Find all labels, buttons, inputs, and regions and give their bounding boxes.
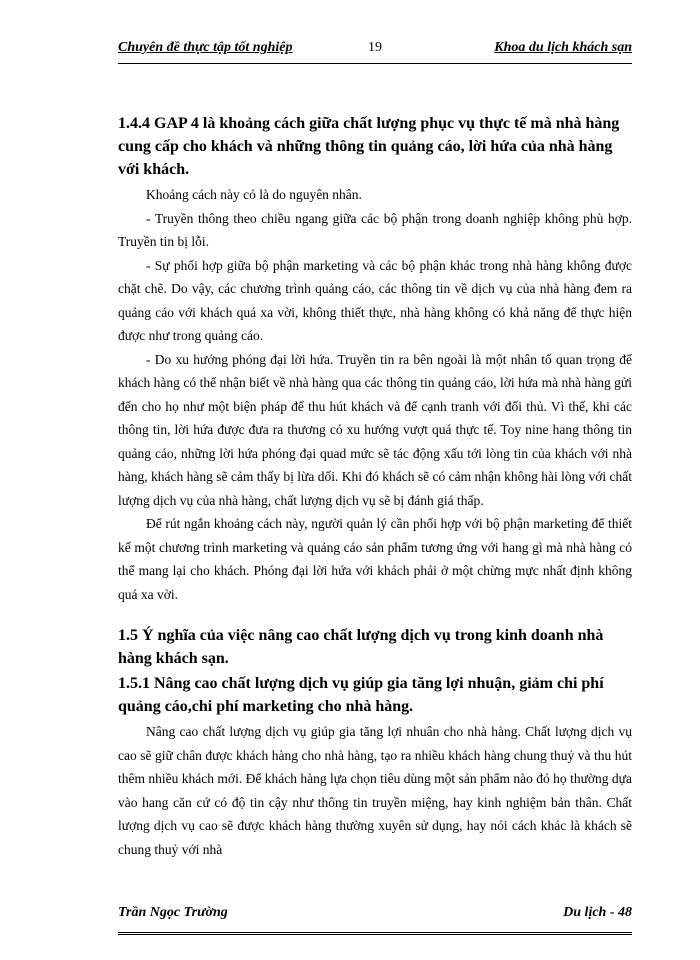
header-report-title: Chuyên đề thực tập tốt nghiệp [118, 40, 293, 55]
paragraph: Để rút ngắn khoảng cách này, người quản lý cần phối hợp với bộ phận marketing để thiết kế một chương trình marketing và quảng cáo sản phẩm tương ứng với hang gì mà nhà hàng có thể mang lại cho khách. Phóng đại lời hứa với khách phải ở một chừng mực nhất định không quá xa vời. [118, 516, 632, 602]
paragraph: - Do xu hướng phóng đại lời hứa. Truyền tin ra bên ngoài là một nhân tố quan trọng để khách hàng có thể nhận biết về nhà hàng qua các thông tin quảng cáo, lời hứa mà nhà hàng gửi đến cho họ như một biện pháp để thu hút khách và để cạnh tranh với đối thủ. Vì thế, khi các thông tin, lời hứa được đưa ra thương có xu hướng vượt quá thực tế. Toy nine hang thông tin quảng cáo, những lời hứa phóng đại quad mức sẽ tác động xấu tới lòng tin của khách với nhà hàng, khách hàng sẽ cảm thấy bị lừa dối. Khi đó khách sẽ có cảm nhận không hài lòng với chất lượng dịch vụ của nhà hàng, chất lượng dịch vụ sẽ bị đánh giá thấp. [118, 351, 632, 508]
subsection-heading-profit: 1.5.1 Nâng cao chất lượng dịch vụ giúp gia tăng lợi nhuận, giảm chi phí quảng cáo,chi phí marketing cho nhà hàng. [118, 675, 604, 715]
footer-author: Trần Ngọc Trường [118, 905, 228, 920]
page-body [118, 112, 632, 861]
header-rule [118, 63, 632, 64]
paragraph: Khoảng cách này có là do nguyên nhân. [146, 187, 362, 202]
footer-class-code: Du lịch - 48 [563, 905, 632, 920]
page-footer [118, 905, 632, 925]
paragraph: Nâng cao chất lượng dịch vụ giúp gia tăng lợi nhuân cho nhà hàng. Chất lượng dịch vụ cao sẽ giữ chân được khách hàng cho nhà hàng, tạo ra nhiều khách hàng chung thuỷ và thu hút thêm nhiều khách mới. Để khách hàng lựa chọn tiêu dùng một sản phẩm nào đó họ thường dựa vào hang căn cứ có độ tin cậy như thông tin truyền miệng, hay kinh nghiệm bản thân. Chất lượng dịch vụ cao sẽ được khách hàng thường xuyên sử dụng, hay nói cách khác là khách sẽ chung thuỷ với nhà [118, 724, 632, 857]
header-page-number: 19 [368, 40, 382, 55]
section-heading-gap4: 1.4.4 GAP 4 là khoảng cách giữa chất lượng phục vụ thực tế mà nhà hàng cung cấp cho khách và những thông tin quảng cáo, lời hứa của nhà hàng với khách. [118, 115, 620, 178]
paragraph: - Truyền thông theo chiều ngang giữa các bộ phận trong doanh nghiệp không phù hợp. Truyền tin bị lỗi. [118, 210, 632, 249]
header-faculty: Khoa du lịch khách sạn [494, 40, 632, 55]
paragraph: - Sự phối hợp giữa bộ phận marketing và các bộ phận khác trong nhà hàng không được chặt chẽ. Do vậy, các chương trình quảng cáo, các thông tin về dịch vụ của nhà hàng đem ra quảng cáo với khách quá xa vời, không thiết thực, nhà hàng không có khả năng để thực hiện được như trong quảng cáo. [118, 257, 632, 343]
section-heading-significance: 1.5 Ý nghĩa của việc nâng cao chất lượng dịch vụ trong kinh doanh nhà hàng khách sạn. [118, 627, 604, 667]
footer-double-rule [118, 932, 632, 935]
page-header [118, 40, 632, 60]
